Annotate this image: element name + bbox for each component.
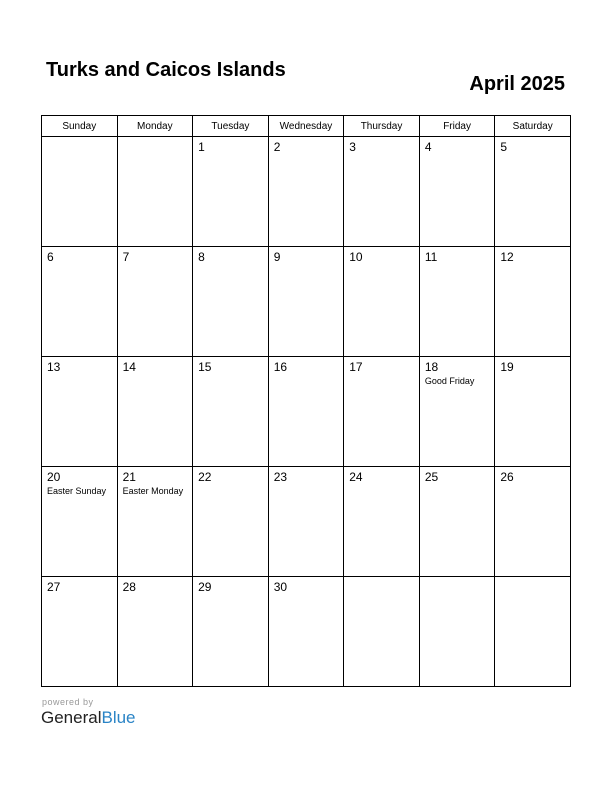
weekday-header: Wednesday xyxy=(268,116,344,137)
weekday-header: Thursday xyxy=(344,116,420,137)
weekday-header: Saturday xyxy=(495,116,571,137)
day-number: 7 xyxy=(122,250,130,264)
month-year-title: April 2025 xyxy=(469,73,565,95)
country-title: Turks and Caicos Islands xyxy=(46,59,286,81)
day-cell xyxy=(42,247,118,357)
day-cell xyxy=(193,577,269,687)
week-row xyxy=(42,357,571,467)
day-cell xyxy=(344,247,420,357)
day-number: 25 xyxy=(424,470,439,484)
day-cell xyxy=(495,137,571,247)
powered-by-label: powered by xyxy=(42,697,94,707)
day-cell xyxy=(419,137,495,247)
day-number xyxy=(42,137,117,140)
day-cell xyxy=(268,577,344,687)
day-number: 26 xyxy=(500,470,514,484)
day-cell xyxy=(193,357,269,467)
day-cell xyxy=(495,577,571,687)
day-number: 12 xyxy=(500,250,514,264)
generalblue-logo[interactable] xyxy=(41,708,136,728)
day-number: 15 xyxy=(198,360,212,374)
week-row xyxy=(42,247,571,357)
day-cell xyxy=(419,357,495,467)
day-cell xyxy=(117,577,193,687)
brand-general-text: General xyxy=(41,708,102,727)
day-cell xyxy=(344,357,420,467)
day-cell xyxy=(117,247,193,357)
day-cell xyxy=(419,577,495,687)
day-number: 2 xyxy=(273,140,281,154)
day-number: 8 xyxy=(198,250,205,264)
day-number xyxy=(495,577,570,580)
day-cell xyxy=(495,357,571,467)
weekday-header: Monday xyxy=(117,116,193,137)
day-cell xyxy=(268,357,344,467)
day-number xyxy=(420,577,495,580)
day-cell xyxy=(268,467,344,577)
week-row xyxy=(42,467,571,577)
week-row xyxy=(42,577,571,687)
day-cell xyxy=(117,357,193,467)
day-number: 28 xyxy=(122,580,136,594)
day-cell xyxy=(344,137,420,247)
day-cell xyxy=(344,577,420,687)
day-cell xyxy=(42,137,118,247)
day-cell xyxy=(193,137,269,247)
brand-blue-text: Blue xyxy=(101,708,136,727)
day-number: 14 xyxy=(122,360,136,374)
day-cell xyxy=(42,577,118,687)
day-cell xyxy=(344,467,420,577)
day-number: 17 xyxy=(349,360,363,374)
day-number: 1 xyxy=(198,140,205,154)
day-cell xyxy=(193,467,269,577)
day-number: 4 xyxy=(424,140,432,154)
day-number: 30 xyxy=(273,580,288,594)
day-cell xyxy=(268,247,344,357)
holiday-label: Good Friday xyxy=(424,376,475,386)
day-number: 22 xyxy=(198,470,212,484)
day-number: 16 xyxy=(273,360,288,374)
day-number: 10 xyxy=(349,250,363,264)
day-number: 13 xyxy=(47,360,61,374)
weekday-header: Tuesday xyxy=(193,116,269,137)
weekday-header-row xyxy=(42,116,571,137)
day-number: 6 xyxy=(47,250,54,264)
day-cell xyxy=(42,467,118,577)
day-number: 5 xyxy=(500,140,508,154)
day-cell xyxy=(268,137,344,247)
day-cell xyxy=(117,467,193,577)
day-number: 3 xyxy=(349,140,356,154)
day-number xyxy=(118,137,193,140)
day-cell xyxy=(42,357,118,467)
day-cell xyxy=(495,467,571,577)
day-cell xyxy=(495,247,571,357)
day-cell xyxy=(193,247,269,357)
holiday-label: Easter Sunday xyxy=(47,486,107,496)
day-number: 27 xyxy=(47,580,61,594)
calendar-grid xyxy=(41,115,571,687)
day-number: 29 xyxy=(198,580,212,594)
day-cell xyxy=(117,137,193,247)
weekday-header: Friday xyxy=(419,116,495,137)
day-number: 18 xyxy=(424,360,439,374)
day-number: 11 xyxy=(424,250,438,264)
day-number: 20 xyxy=(47,470,61,484)
day-number xyxy=(344,577,419,580)
holiday-label: Easter Monday xyxy=(122,486,184,496)
day-cell xyxy=(419,247,495,357)
weekday-header: Sunday xyxy=(42,116,118,137)
day-number: 23 xyxy=(273,470,288,484)
day-number: 19 xyxy=(500,360,514,374)
day-number: 21 xyxy=(122,470,136,484)
day-number: 24 xyxy=(349,470,363,484)
day-number: 9 xyxy=(273,250,281,264)
day-cell xyxy=(419,467,495,577)
week-row xyxy=(42,137,571,247)
